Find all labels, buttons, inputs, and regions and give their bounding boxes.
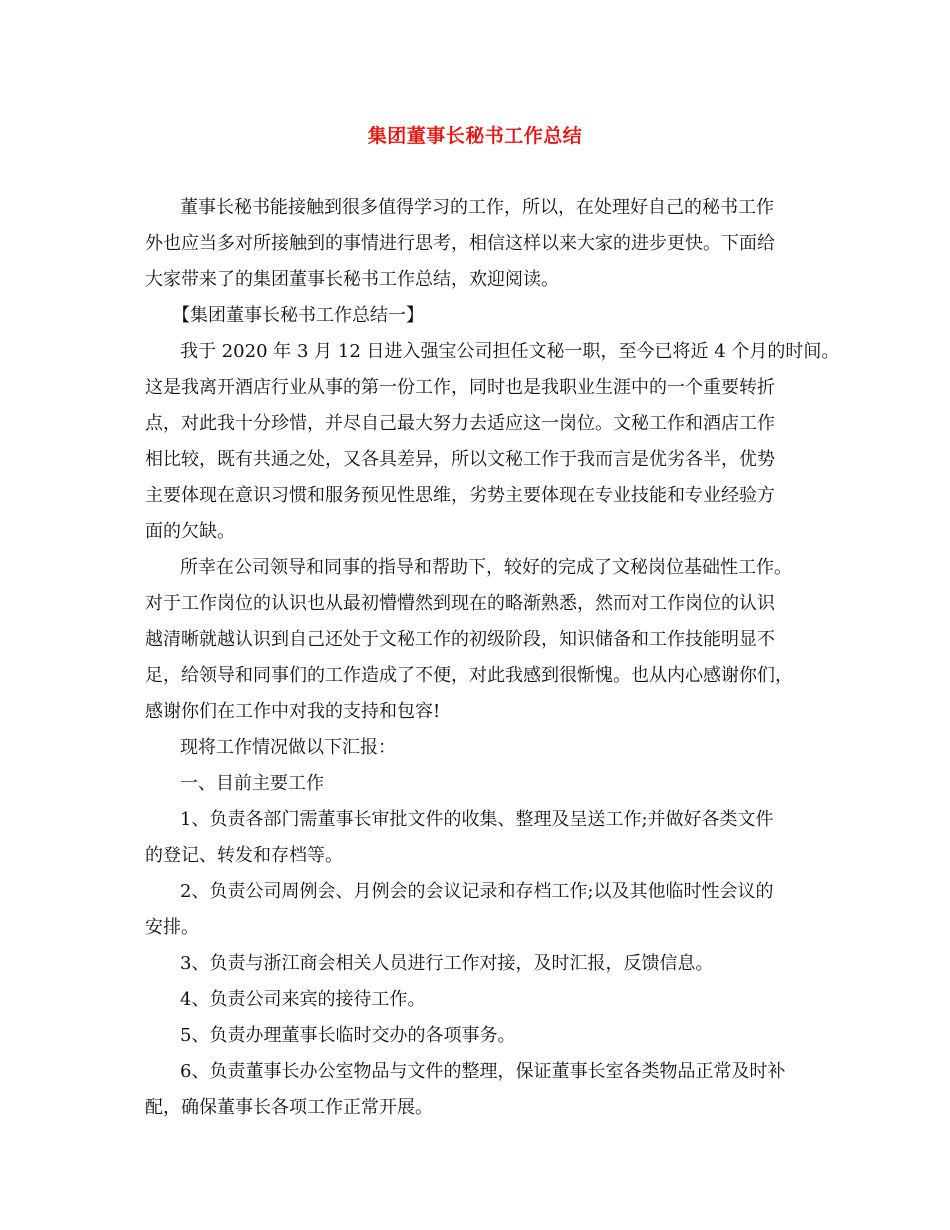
paragraph-line: 点，对此我十分珍惜，并尽自己最大努力去适应这一岗位。文秘工作和酒店工作 [145, 413, 775, 434]
list-item-line: 安排。 [145, 917, 199, 938]
paragraph-line: 这是我离开酒店行业从事的第一份工作，同时也是我职业生涯中的一个重要转折 [145, 377, 775, 398]
list-item-line: 的登记、转发和存档等。 [145, 845, 343, 866]
list-item-line: 6、负责董事长办公室物品与文件的整理，保证董事长室各类物品正常及时补 [180, 1061, 786, 1082]
list-item-line: 配，确保董事长各项工作正常开展。 [145, 1097, 433, 1118]
paragraph-line: 对于工作岗位的认识也从最初懵懵然到现在的略渐熟悉，然而对工作岗位的认识 [145, 593, 775, 614]
paragraph-line: 相比较，既有共通之处，又各具差异，所以文秘工作于我而言是优劣各半，优势 [145, 449, 775, 470]
paragraph-line: 外也应当多对所接触到的事情进行思考，相信这样以来大家的进步更快。下面给 [145, 233, 775, 254]
paragraph-line: 面的欠缺。 [145, 521, 235, 542]
paragraph-line: 大家带来了的集团董事长秘书工作总结，欢迎阅读。 [145, 269, 559, 290]
paragraph-line: 感谢你们在工作中对我的支持和包容! [145, 701, 441, 722]
list-item-line: 1、负责各部门需董事长审批文件的收集、整理及呈送工作;并做好各类文件 [180, 809, 774, 830]
section-heading: 一、目前主要工作 [180, 773, 324, 794]
paragraph-line: 主要体现在意识习惯和服务预见性思维，劣势主要体现在专业技能和专业经验方 [145, 485, 775, 506]
paragraph-line: 足，给领导和同事们的工作造成了不便，对此我感到很惭愧。也从内心感谢你们， [145, 665, 793, 686]
paragraph-line: 现将工作情况做以下汇报： [180, 737, 396, 758]
paragraph-line: 董事长秘书能接触到很多值得学习的工作，所以，在处理好自己的秘书工作 [180, 197, 774, 218]
paragraph-line: 所幸在公司领导和同事的指导和帮助下，较好的完成了文秘岗位基础性工作。 [180, 557, 792, 578]
list-item-line: 3、负责与浙江商会相关人员进行工作对接，及时汇报，反馈信息。 [180, 953, 714, 974]
section-heading: 【集团董事长秘书工作总结一】 [172, 305, 424, 326]
paragraph-line: 越清晰就越认识到自己还处于文秘工作的初级阶段，知识储备和工作技能明显不 [145, 629, 775, 650]
list-item-line: 5、负责办理董事长临时交办的各项事务。 [180, 1025, 516, 1046]
list-item-line: 4、负责公司来宾的接待工作。 [180, 989, 426, 1010]
paragraph-line: 我于 2020 年 3 月 12 日进入强宝公司担任文秘一职，至今已将近 4 个月的时间。 [180, 341, 840, 362]
document-title: 集团董事长秘书工作总结 [367, 125, 583, 147]
list-item-line: 2、负责公司周例会、月例会的会议记录和存档工作;以及其他临时性会议的 [180, 881, 774, 902]
